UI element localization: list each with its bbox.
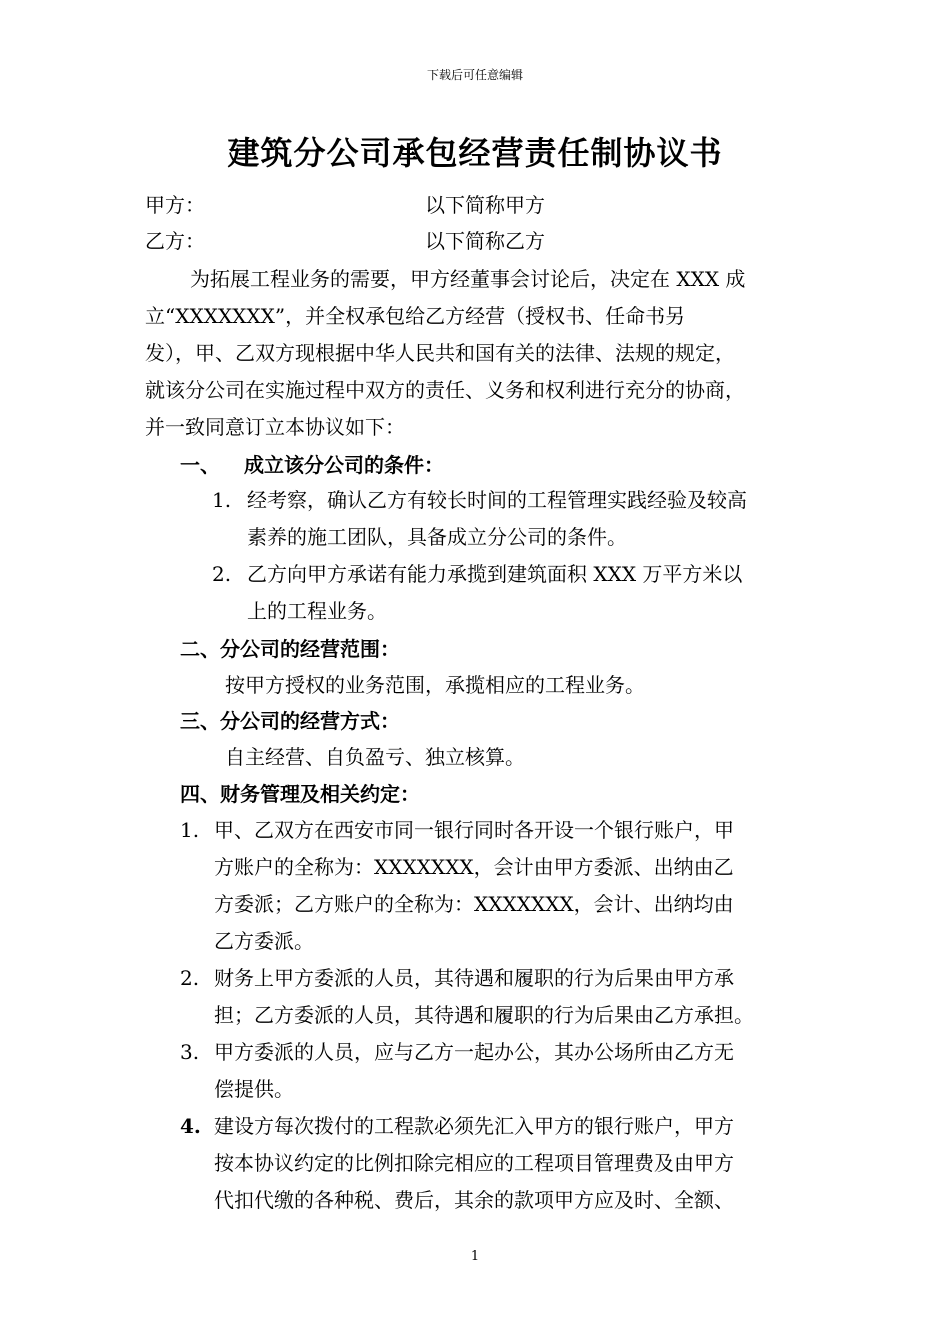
page-header-note: 下载后可任意编辑: [426, 68, 523, 82]
party-b-value: 以下简称乙方: [425, 229, 545, 253]
intro-line: 就该分公司在实施过程中双方的责任、义务和权利进行充分的协商，: [145, 378, 745, 402]
list-item-number: 4.: [180, 1114, 201, 1138]
list-item-line: 建设方每次拨付的工程款必须先汇入甲方的银行账户，甲方: [214, 1114, 734, 1138]
section-1-heading: 成立该分公司的条件：: [244, 453, 444, 477]
party-a-value: 以下简称甲方: [425, 193, 545, 217]
party-b-label: 乙方：: [145, 229, 205, 253]
list-item-line: 按本协议约定的比例扣除完相应的工程项目管理费及由甲方: [214, 1151, 734, 1175]
list-item-line: 乙方向甲方承诺有能力承揽到建筑面积 XXX 万平方米以: [247, 562, 743, 586]
list-item-number: 2.: [212, 562, 232, 586]
list-item-number: 2.: [180, 966, 200, 990]
intro-line: 立“XXXXXXX”，并全权承包给乙方经营（授权书、任命书另: [145, 304, 686, 328]
list-item-line: 财务上甲方委派的人员，其待遇和履职的行为后果由甲方承: [214, 966, 734, 990]
list-item-line: 偿提供。: [214, 1077, 294, 1101]
document-title: 建筑分公司承包经营责任制协议书: [227, 134, 723, 172]
list-item-line: 素养的施工团队，具备成立分公司的条件。: [247, 525, 627, 549]
list-item-line: 甲方委派的人员，应与乙方一起办公，其办公场所由乙方无: [214, 1040, 734, 1064]
list-item-line: 上的工程业务。: [247, 599, 387, 623]
list-item-line: 担；乙方委派的人员，其待遇和履职的行为后果由乙方承担。: [214, 1003, 754, 1027]
intro-line: 为拓展工程业务的需要，甲方经董事会讨论后，决定在 XXX 成: [190, 267, 746, 291]
list-item-line: 代扣代缴的各种税、费后，其余的款项甲方应及时、全额、: [214, 1188, 734, 1212]
list-item-line: 方账户的全称为：XXXXXXX，会计由甲方委派、出纳由乙: [214, 855, 734, 879]
section-4-heading: 四、财务管理及相关约定：: [180, 782, 420, 806]
section-3-heading: 三、分公司的经营方式：: [180, 709, 400, 733]
section-2-heading: 二、分公司的经营范围：: [180, 637, 400, 661]
list-item-line: 经考察，确认乙方有较长时间的工程管理实践经验及较高: [247, 488, 747, 512]
section-3-body: 自主经营、自负盈亏、独立核算。: [225, 745, 525, 769]
list-item-line: 乙方委派。: [214, 929, 314, 953]
intro-line: 并一致同意订立本协议如下：: [145, 415, 405, 439]
party-a-label: 甲方：: [145, 193, 205, 217]
page-number: 1: [470, 1249, 480, 1264]
list-item-line: 方委派；乙方账户的全称为：XXXXXXX，会计、出纳均由: [214, 892, 734, 916]
section-1-number: 一、: [180, 453, 220, 477]
intro-line: 发），甲、乙双方现根据中华人民共和国有关的法律、法规的规定，: [145, 341, 735, 365]
section-2-body: 按甲方授权的业务范围，承揽相应的工程业务。: [225, 673, 645, 697]
list-item-number: 3.: [180, 1040, 200, 1064]
list-item-number: 1.: [212, 488, 232, 512]
list-item-line: 甲、乙双方在西安市同一银行同时各开设一个银行账户，甲: [214, 818, 734, 842]
list-item-number: 1.: [180, 818, 200, 842]
